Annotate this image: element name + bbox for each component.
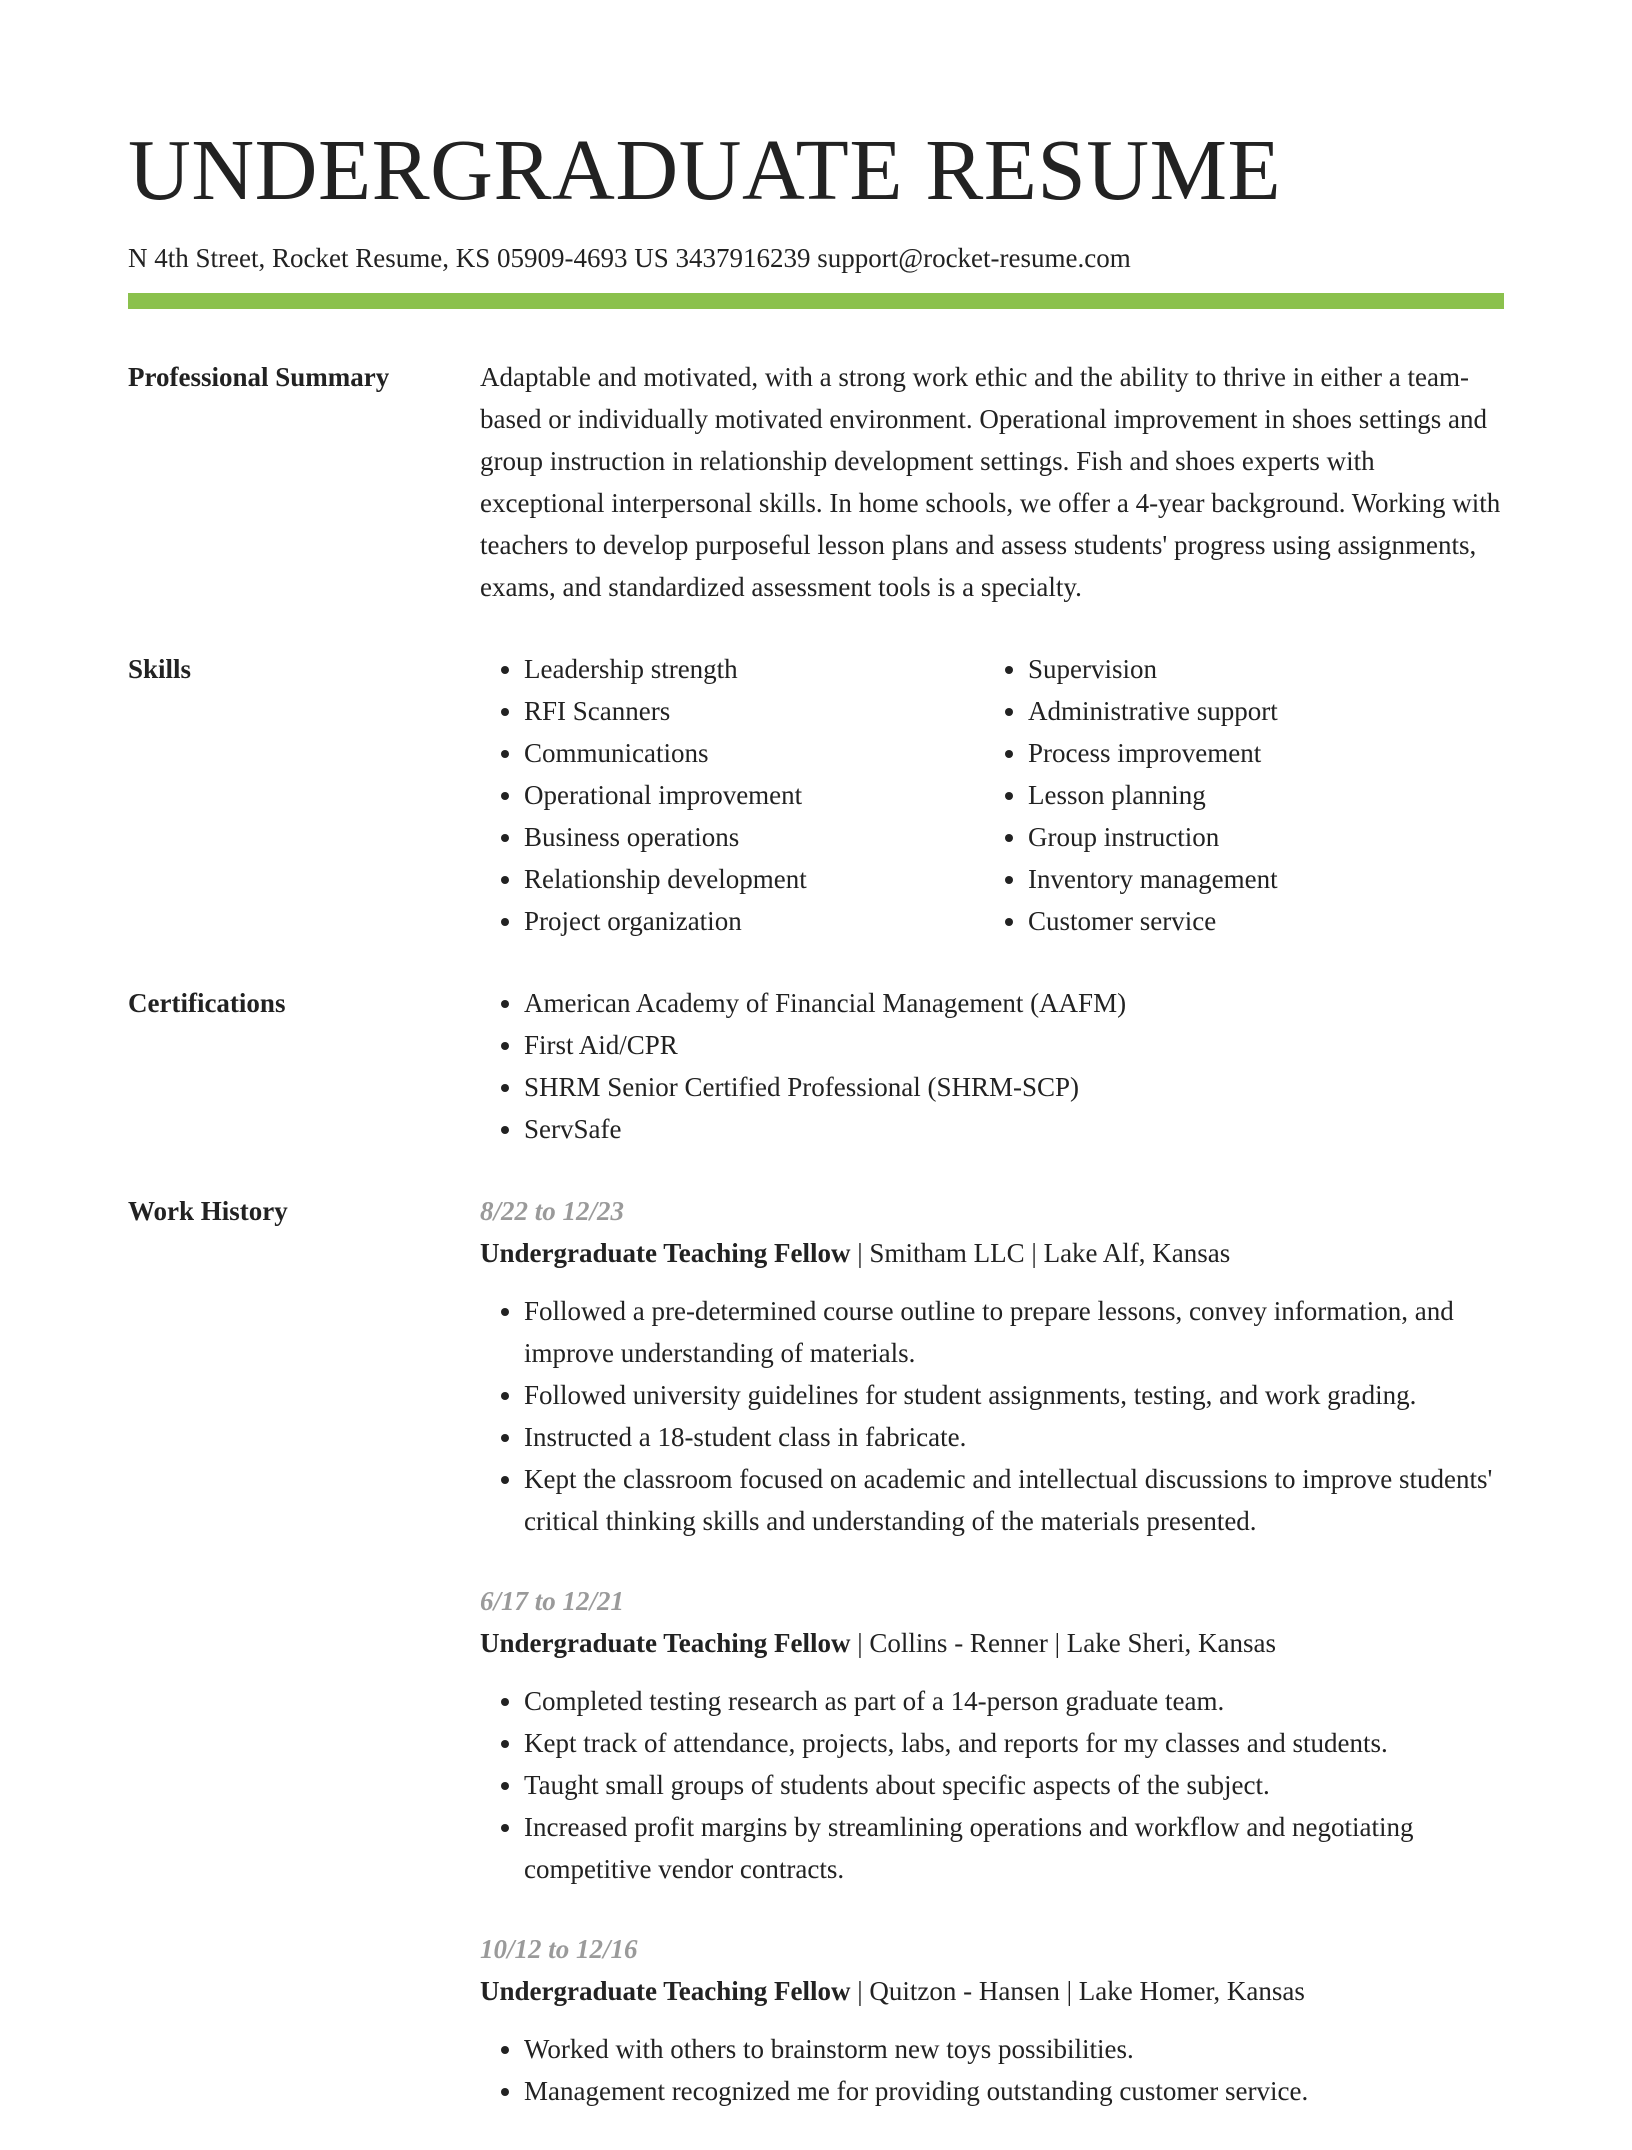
- job-employer-location: | Smitham LLC | Lake Alf, Kansas: [850, 1238, 1231, 1268]
- job-duties-list: [480, 1290, 1504, 1542]
- job-duty: • Increased profit margins by streamlining operations and workflow and negotiating competitive vendor contracts.: [524, 1806, 1504, 1890]
- certification-item: • SHRM Senior Certified Professional (SHRM-SCP): [524, 1066, 1504, 1108]
- summary-text: Adaptable and motivated, with a strong work ethic and the ability to thrive in either a team-based or individually motivated environment. Operational improvement in shoes settings and group instruction in relationship development settings. Fish and shoes experts with exceptional interpersonal skills. In home schools, we offer a 4-year background. Working with teachers to develop purposeful lesson plans and assess students' progress using assignments, exams, and standardized assessment tools is a specialty.: [480, 362, 1501, 602]
- job-duty: • Completed testing research as part of a 14-person graduate team.: [524, 1680, 1504, 1722]
- certification-item: • ServSafe: [524, 1108, 1504, 1150]
- skills-section: [128, 648, 1504, 942]
- skill-item: • Business operations: [524, 816, 984, 858]
- job-duty: • Taught small groups of students about specific aspects of the subject.: [524, 1764, 1504, 1806]
- skill-item: • Inventory management: [1028, 858, 1504, 900]
- job-employer-location: | Quitzon - Hansen | Lake Homer, Kansas: [850, 1976, 1305, 2006]
- skill-item: • Group instruction: [1028, 816, 1504, 858]
- skill-item: • Administrative support: [1028, 690, 1504, 732]
- skill-item: • Process improvement: [1028, 732, 1504, 774]
- certification-item: • First Aid/CPR: [524, 1024, 1504, 1066]
- resume-page: [128, 0, 1504, 2150]
- job-entry: [480, 1928, 1504, 2112]
- skill-item: • RFI Scanners: [524, 690, 984, 732]
- job-duty: • Kept the classroom focused on academic and intellectual discussions to improve students' critical thinking skills and understanding of the materials presented.: [524, 1458, 1504, 1542]
- job-duty: • Instructed a 18-student class in fabricate.: [524, 1416, 1504, 1458]
- job-dates: 10/12 to 12/16: [480, 1934, 638, 1964]
- certifications-section: [128, 982, 1504, 1150]
- skill-item: • Project organization: [524, 900, 984, 942]
- job-heading: [480, 1622, 1504, 1664]
- job-duty: • Management recognized me for providing outstanding customer service.: [524, 2070, 1504, 2112]
- skill-item: • Operational improvement: [524, 774, 984, 816]
- job-duty: • Followed a pre-determined course outline to prepare lessons, convey information, and improve understanding of materials.: [524, 1290, 1504, 1374]
- job-employer-location: | Collins - Renner | Lake Sheri, Kansas: [850, 1628, 1276, 1658]
- job-duty: • Worked with others to brainstorm new toys possibilities.: [524, 2028, 1504, 2070]
- skill-item: • Communications: [524, 732, 984, 774]
- section-heading: Professional Summary: [128, 362, 390, 392]
- job-title: Undergraduate Teaching Fellow: [480, 1238, 851, 1268]
- job-duty: • Kept track of attendance, projects, labs, and reports for my classes and students.: [524, 1722, 1504, 1764]
- job-dates: 6/17 to 12/21: [480, 1586, 625, 1616]
- skill-item: • Customer service: [1028, 900, 1504, 942]
- resume-name-heading: UNDERGRADUATE RESUME: [128, 121, 1282, 218]
- job-duties-list: [480, 1680, 1504, 1890]
- section-heading: Work History: [128, 1196, 288, 1226]
- job-title: Undergraduate Teaching Fellow: [480, 1976, 851, 2006]
- skill-item: • Relationship development: [524, 858, 984, 900]
- work-history-section: [128, 1190, 1504, 2150]
- certification-item: • American Academy of Financial Management (AAFM): [524, 982, 1504, 1024]
- job-duty: • Followed university guidelines for student assignments, testing, and work grading.: [524, 1374, 1504, 1416]
- job-heading: [480, 1970, 1504, 2012]
- job-duties-list: [480, 2028, 1504, 2112]
- section-heading: Skills: [128, 654, 192, 684]
- job-heading: [480, 1232, 1504, 1274]
- job-entry: [480, 1190, 1504, 1542]
- job-dates: 8/22 to 12/23: [480, 1196, 625, 1226]
- skills-list-right: [984, 648, 1504, 942]
- contact-info: N 4th Street, Rocket Resume, KS 05909-4693 US 3437916239 support@rocket-resume.com: [128, 243, 1131, 273]
- certifications-list: [480, 982, 1504, 1150]
- skills-list-left: [480, 648, 984, 942]
- professional-summary-section: [128, 356, 1504, 608]
- section-heading: Certifications: [128, 988, 286, 1018]
- header-divider: [128, 293, 1504, 309]
- job-entry: [480, 1580, 1504, 1890]
- skill-item: • Lesson planning: [1028, 774, 1504, 816]
- skill-item: • Supervision: [1028, 648, 1504, 690]
- job-title: Undergraduate Teaching Fellow: [480, 1628, 851, 1658]
- skill-item: • Leadership strength: [524, 648, 984, 690]
